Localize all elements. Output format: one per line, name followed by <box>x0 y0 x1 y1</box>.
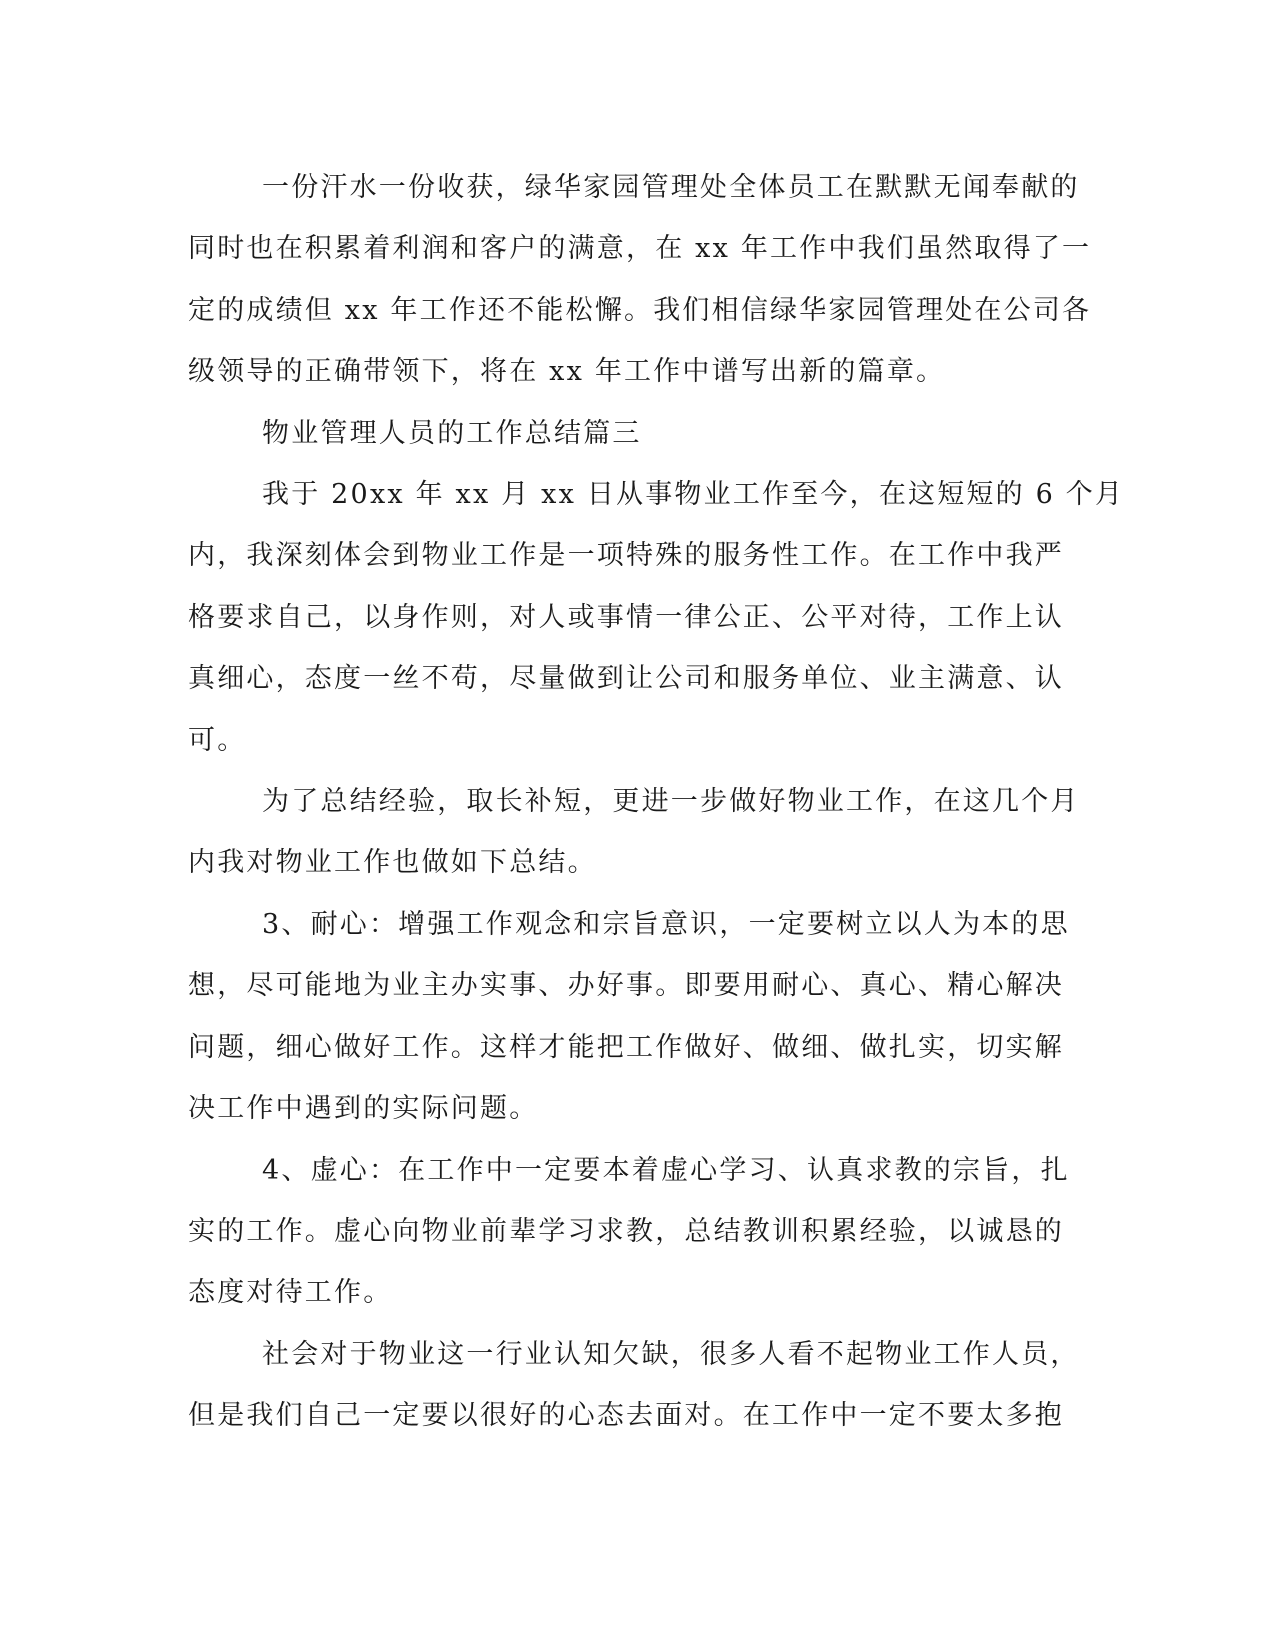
section-heading-text: 物业管理人员的工作总结篇三 <box>262 417 642 449</box>
text-line: 真细心，态度一丝不苟，尽量做到让公司和服务单位、业主满意、认 <box>188 663 1064 695</box>
text-line: 同时也在积累着利润和客户的满意，在 xx 年工作中我们虽然取得了一 <box>188 233 1092 265</box>
text-line: 为了总结经验，取长补短，更进一步做好物业工作，在这几个月 <box>262 786 1080 818</box>
text-line: 级领导的正确带领下，将在 xx 年工作中谱写出新的篇章。 <box>188 356 946 388</box>
text-line: 格要求自己，以身作则，对人或事情一律公正、公平对待，工作上认 <box>188 601 1064 633</box>
text-line: 实的工作。虚心向物业前辈学习求教，总结教训积累经验，以诚恳的 <box>188 1215 1064 1247</box>
text-line: 想，尽可能地为业主办实事、办好事。即要用耐心、真心、精心解决 <box>188 970 1064 1002</box>
text-line: 态度对待工作。 <box>188 1277 393 1309</box>
paragraph-point-3 <box>188 894 1070 1140</box>
text-line: 但是我们自己一定要以很好的心态去面对。在工作中一定不要太多抱 <box>188 1400 1064 1432</box>
paragraph-society <box>188 1324 1080 1447</box>
paragraph-intro <box>188 464 1125 771</box>
text-line: 决工作中遇到的实际问题。 <box>188 1093 539 1125</box>
paragraph-closing-summary <box>188 157 1092 403</box>
paragraph-purpose <box>188 771 1080 894</box>
text-line: 社会对于物业这一行业认知欠缺，很多人看不起物业工作人员， <box>262 1338 1080 1370</box>
text-line: 3、耐心：增强工作观念和宗旨意识，一定要树立以人为本的思 <box>262 908 1070 940</box>
text-line: 内我对物业工作也做如下总结。 <box>188 847 597 879</box>
text-line: 定的成绩但 xx 年工作还不能松懈。我们相信绿华家园管理处在公司各 <box>188 294 1092 326</box>
text-line: 我于 20xx 年 xx 月 xx 日从事物业工作至今，在这短短的 6 个月 <box>262 479 1125 511</box>
document-body <box>188 157 1125 1447</box>
paragraph-point-4 <box>188 1140 1070 1324</box>
text-line: 问题，细心做好工作。这样才能把工作做好、做细、做扎实，切实解 <box>188 1031 1064 1063</box>
text-line: 4、虚心：在工作中一定要本着虚心学习、认真求教的宗旨，扎 <box>262 1154 1070 1186</box>
text-line: 可。 <box>188 724 247 756</box>
text-line: 一份汗水一份收获，绿华家园管理处全体员工在默默无闻奉献的 <box>262 172 1080 203</box>
text-line: 内，我深刻体会到物业工作是一项特殊的服务性工作。在工作中我严 <box>188 540 1064 572</box>
section-heading <box>188 403 1060 464</box>
